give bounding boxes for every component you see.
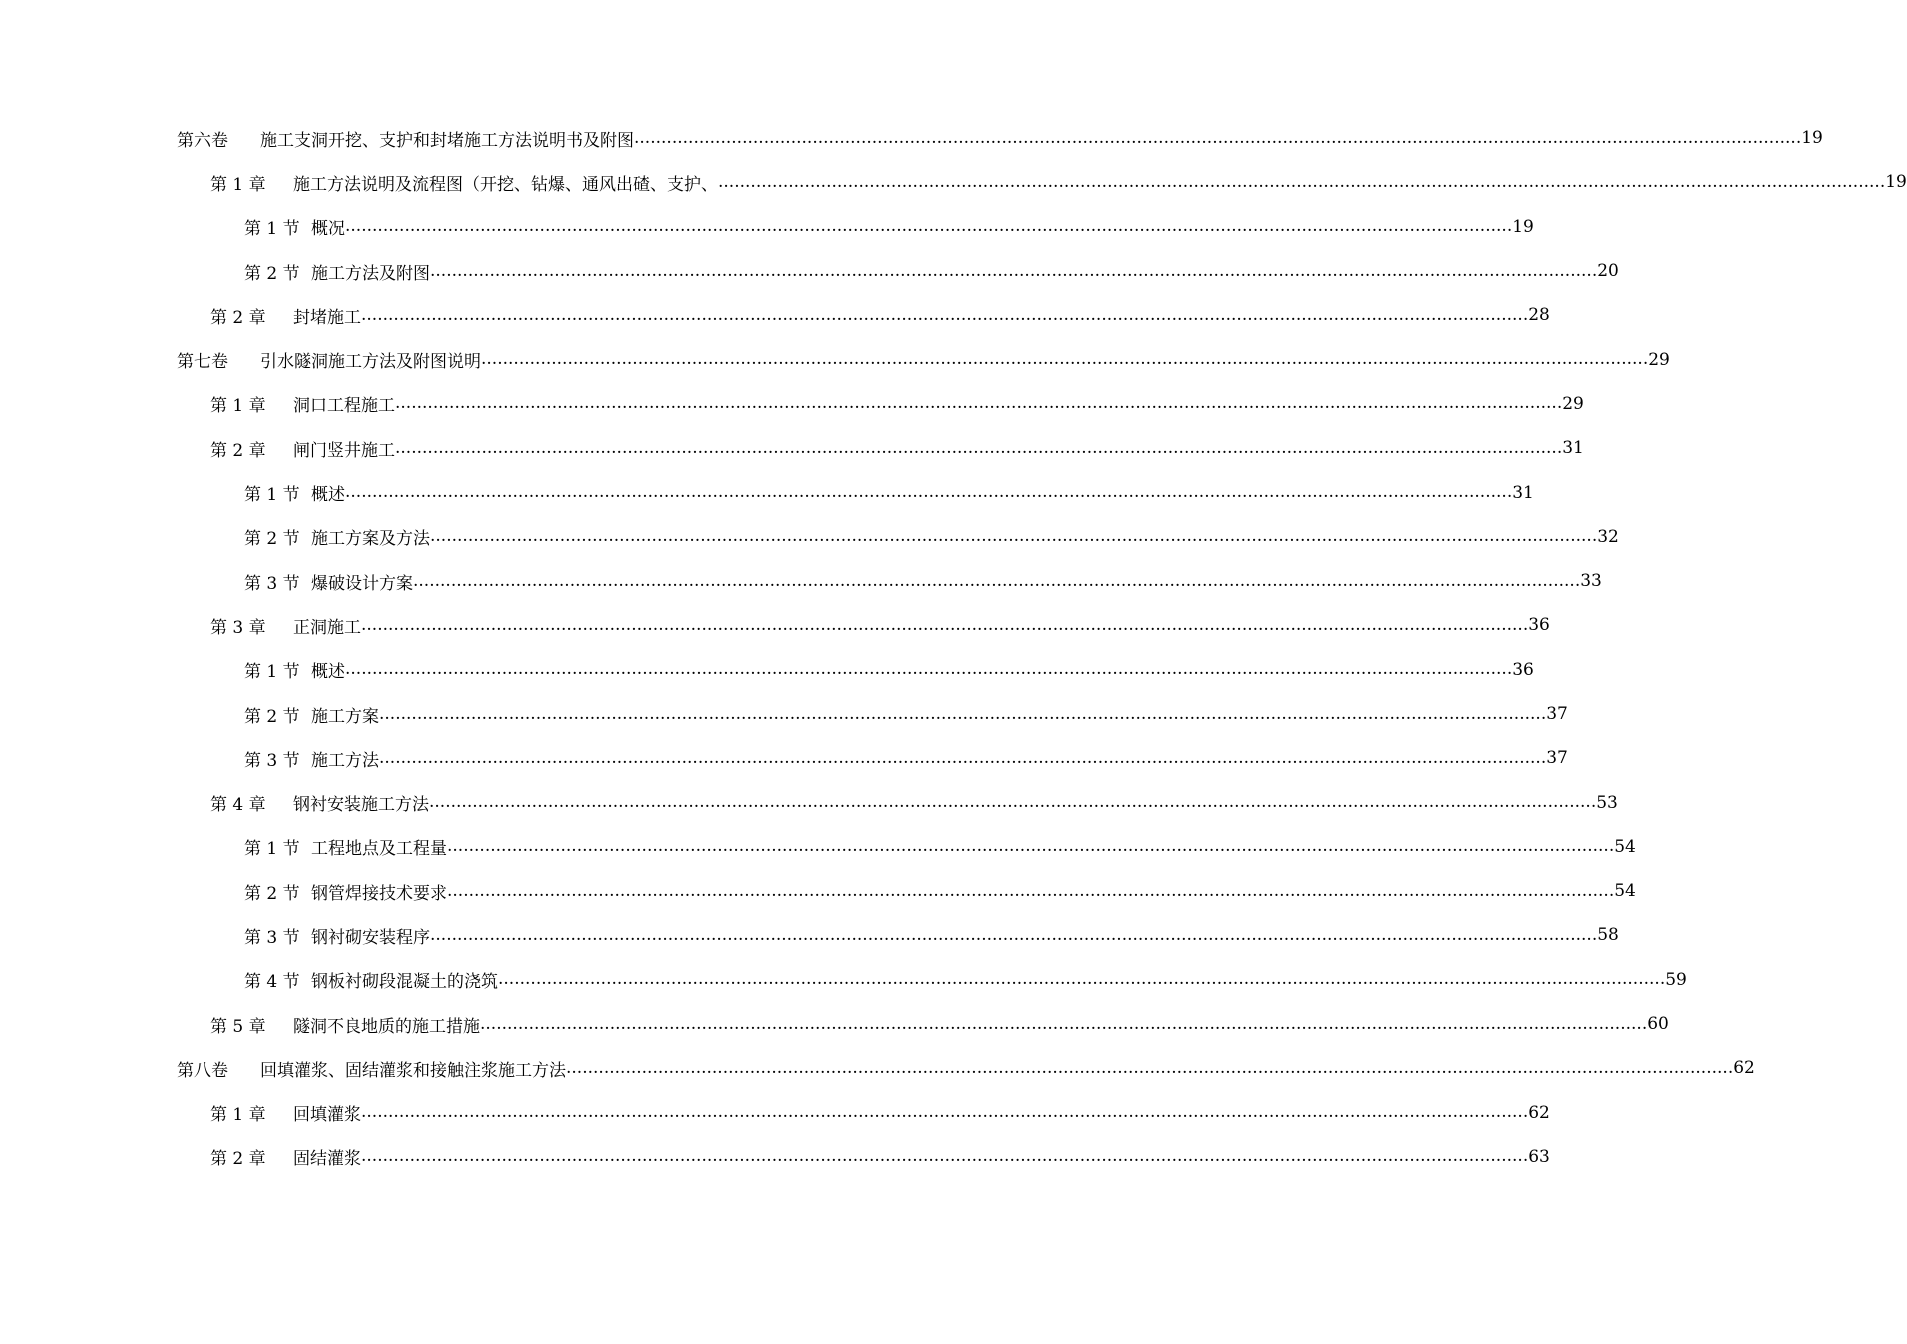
toc-entry-label: 第八卷 bbox=[177, 1060, 228, 1081]
toc-dot-leader bbox=[361, 1148, 1528, 1165]
toc-entry[interactable] bbox=[0, 958, 1687, 1002]
toc-entry-title: 隧洞不良地质的施工措施 bbox=[293, 1016, 480, 1037]
toc-entry-label: 第 4 节 bbox=[244, 972, 300, 993]
toc-entry-label: 第 1 章 bbox=[210, 174, 266, 195]
toc-entry-page-number: 37 bbox=[1546, 704, 1568, 724]
toc-entry-title: 施工支洞开挖、支护和封堵施工方法说明书及附图 bbox=[260, 130, 634, 151]
toc-dot-leader bbox=[447, 883, 1614, 900]
toc-entry-page-number: 62 bbox=[1528, 1102, 1550, 1123]
toc-entry[interactable] bbox=[0, 205, 1534, 249]
toc-entry-page-number: 54 bbox=[1614, 881, 1636, 902]
toc-entry-title: 引水隧洞施工方法及附图说明 bbox=[260, 352, 481, 373]
toc-dot-leader bbox=[361, 1104, 1528, 1121]
toc-entry-page-number: 53 bbox=[1596, 792, 1618, 813]
toc-entry-page-number: 19 bbox=[1801, 128, 1823, 149]
toc-dot-leader bbox=[413, 573, 1580, 590]
toc-entry-label: 第 2 节 bbox=[244, 706, 300, 727]
toc-entry[interactable] bbox=[0, 736, 1568, 780]
toc-dot-leader bbox=[429, 794, 1596, 811]
toc-entry-label: 第 2 节 bbox=[244, 529, 300, 550]
toc-dot-leader bbox=[718, 174, 1885, 191]
toc-dot-leader bbox=[498, 971, 1665, 988]
toc-entry-page-number: 54 bbox=[1614, 836, 1636, 857]
toc-entry-page-number: 19 bbox=[1885, 172, 1907, 193]
toc-entry-label: 第 1 节 bbox=[244, 485, 300, 506]
toc-dot-leader bbox=[361, 307, 1528, 324]
toc-entry-title: 钢板衬砌段混凝土的浇筑 bbox=[311, 972, 498, 993]
toc-entry-label: 第 1 章 bbox=[210, 396, 266, 417]
toc-entry[interactable] bbox=[0, 913, 1619, 957]
toc-entry-label: 第 3 节 bbox=[244, 927, 300, 948]
toc-entry[interactable] bbox=[0, 470, 1534, 514]
toc-entry-page-number: 63 bbox=[1528, 1146, 1550, 1167]
toc-entry-title: 施工方法及附图 bbox=[311, 263, 430, 284]
table-of-contents bbox=[0, 116, 1907, 1179]
toc-dot-leader bbox=[430, 263, 1597, 280]
toc-dot-leader bbox=[345, 661, 1512, 678]
toc-entry[interactable] bbox=[0, 515, 1619, 559]
toc-dot-leader bbox=[430, 927, 1597, 944]
toc-entry-title: 概述 bbox=[311, 662, 345, 683]
toc-entry-label: 第 3 章 bbox=[210, 617, 266, 638]
toc-entry-title: 闸门竖井施工 bbox=[293, 440, 395, 461]
toc-dot-leader bbox=[634, 130, 1801, 147]
toc-entry[interactable] bbox=[0, 1135, 1550, 1179]
toc-entry-page-number: 62 bbox=[1733, 1058, 1755, 1079]
toc-entry[interactable] bbox=[0, 825, 1636, 869]
toc-entry-title: 钢衬安装施工方法 bbox=[293, 795, 429, 816]
toc-entry-label: 第六卷 bbox=[177, 130, 228, 151]
toc-entry-page-number: 36 bbox=[1512, 659, 1534, 680]
toc-dot-leader bbox=[361, 617, 1528, 634]
toc-dot-leader bbox=[345, 218, 1512, 235]
toc-entry-label: 第 2 章 bbox=[210, 440, 266, 461]
toc-entry-title: 封堵施工 bbox=[293, 307, 361, 328]
toc-entry-page-number: 31 bbox=[1512, 482, 1534, 503]
toc-dot-leader bbox=[379, 706, 1546, 723]
toc-entry-label: 第 1 节 bbox=[244, 662, 300, 683]
toc-entry-title: 洞口工程施工 bbox=[293, 396, 395, 417]
toc-entry-label: 第 1 章 bbox=[210, 1105, 266, 1126]
toc-entry[interactable] bbox=[0, 160, 1907, 204]
toc-entry-label: 第 3 节 bbox=[244, 750, 300, 771]
toc-entry-title: 固结灌浆 bbox=[293, 1149, 361, 1170]
toc-dot-leader bbox=[430, 528, 1597, 545]
toc-entry-page-number: 29 bbox=[1562, 393, 1584, 414]
toc-entry[interactable] bbox=[0, 1046, 1755, 1090]
toc-dot-leader bbox=[345, 484, 1512, 501]
toc-entry-label: 第 4 章 bbox=[210, 795, 266, 816]
toc-entry-page-number: 58 bbox=[1597, 925, 1619, 946]
toc-entry-page-number: 31 bbox=[1562, 438, 1584, 459]
toc-dot-leader bbox=[447, 838, 1614, 855]
toc-entry-title: 施工方案 bbox=[311, 706, 379, 727]
toc-entry-title: 回填灌浆、固结灌浆和接触注浆施工方法 bbox=[260, 1060, 566, 1081]
toc-entry-title: 施工方法 bbox=[311, 750, 379, 771]
toc-entry-label: 第 2 节 bbox=[244, 263, 300, 284]
toc-entry-page-number: 59 bbox=[1665, 969, 1687, 990]
toc-entry-title: 钢管焊接技术要求 bbox=[311, 883, 447, 904]
toc-entry[interactable] bbox=[0, 293, 1550, 337]
toc-entry-page-number: 29 bbox=[1648, 349, 1670, 370]
toc-entry-title: 概述 bbox=[311, 485, 345, 506]
toc-entry-title: 工程地点及工程量 bbox=[311, 839, 447, 860]
toc-entry[interactable] bbox=[0, 1091, 1550, 1135]
toc-entry-page-number: 19 bbox=[1512, 216, 1534, 237]
toc-entry-title: 正洞施工 bbox=[293, 617, 361, 638]
toc-dot-leader bbox=[480, 1016, 1647, 1033]
toc-entry-page-number: 60 bbox=[1647, 1014, 1669, 1035]
toc-entry-title: 爆破设计方案 bbox=[311, 573, 413, 594]
toc-entry-page-number: 20 bbox=[1597, 261, 1619, 282]
toc-entry-page-number: 36 bbox=[1528, 615, 1550, 636]
toc-entry[interactable] bbox=[0, 559, 1602, 603]
toc-entry-label: 第 1 节 bbox=[244, 219, 300, 240]
toc-entry[interactable] bbox=[0, 869, 1636, 913]
toc-entry-label: 第 5 章 bbox=[210, 1016, 266, 1037]
toc-entry-page-number: 28 bbox=[1528, 305, 1550, 326]
toc-entry-page-number: 32 bbox=[1597, 526, 1619, 547]
toc-entry-label: 第七卷 bbox=[177, 352, 228, 373]
toc-entry-title: 施工方案及方法 bbox=[311, 529, 430, 550]
toc-entry-label: 第 1 节 bbox=[244, 839, 300, 860]
toc-entry[interactable] bbox=[0, 603, 1550, 647]
toc-dot-leader bbox=[395, 440, 1562, 457]
toc-entry-label: 第 2 章 bbox=[210, 1149, 266, 1170]
toc-dot-leader bbox=[379, 750, 1546, 767]
toc-dot-leader bbox=[481, 351, 1648, 368]
toc-entry-page-number: 37 bbox=[1546, 748, 1568, 769]
toc-entry[interactable] bbox=[0, 648, 1534, 692]
toc-dot-leader bbox=[566, 1060, 1733, 1077]
toc-entry[interactable] bbox=[0, 1002, 1669, 1046]
toc-entry-title: 钢衬砌安装程序 bbox=[311, 927, 430, 948]
toc-entry-label: 第 2 章 bbox=[210, 307, 266, 328]
toc-entry-title: 回填灌浆 bbox=[293, 1105, 361, 1126]
toc-entry-label: 第 3 节 bbox=[244, 573, 300, 594]
toc-entry[interactable] bbox=[0, 780, 1618, 824]
toc-entry[interactable] bbox=[0, 692, 1568, 736]
toc-entry[interactable] bbox=[0, 426, 1584, 470]
toc-entry-title: 施工方法说明及流程图（开挖、钻爆、通风出碴、支护、 bbox=[293, 174, 718, 195]
toc-entry[interactable] bbox=[0, 382, 1584, 426]
toc-entry-label: 第 2 节 bbox=[244, 883, 300, 904]
toc-dot-leader bbox=[395, 395, 1562, 412]
toc-entry-title: 概况 bbox=[311, 219, 345, 240]
toc-entry[interactable] bbox=[0, 249, 1619, 293]
toc-entry[interactable] bbox=[0, 337, 1670, 381]
toc-entry[interactable] bbox=[0, 116, 1823, 160]
toc-entry-page-number: 33 bbox=[1580, 571, 1602, 592]
